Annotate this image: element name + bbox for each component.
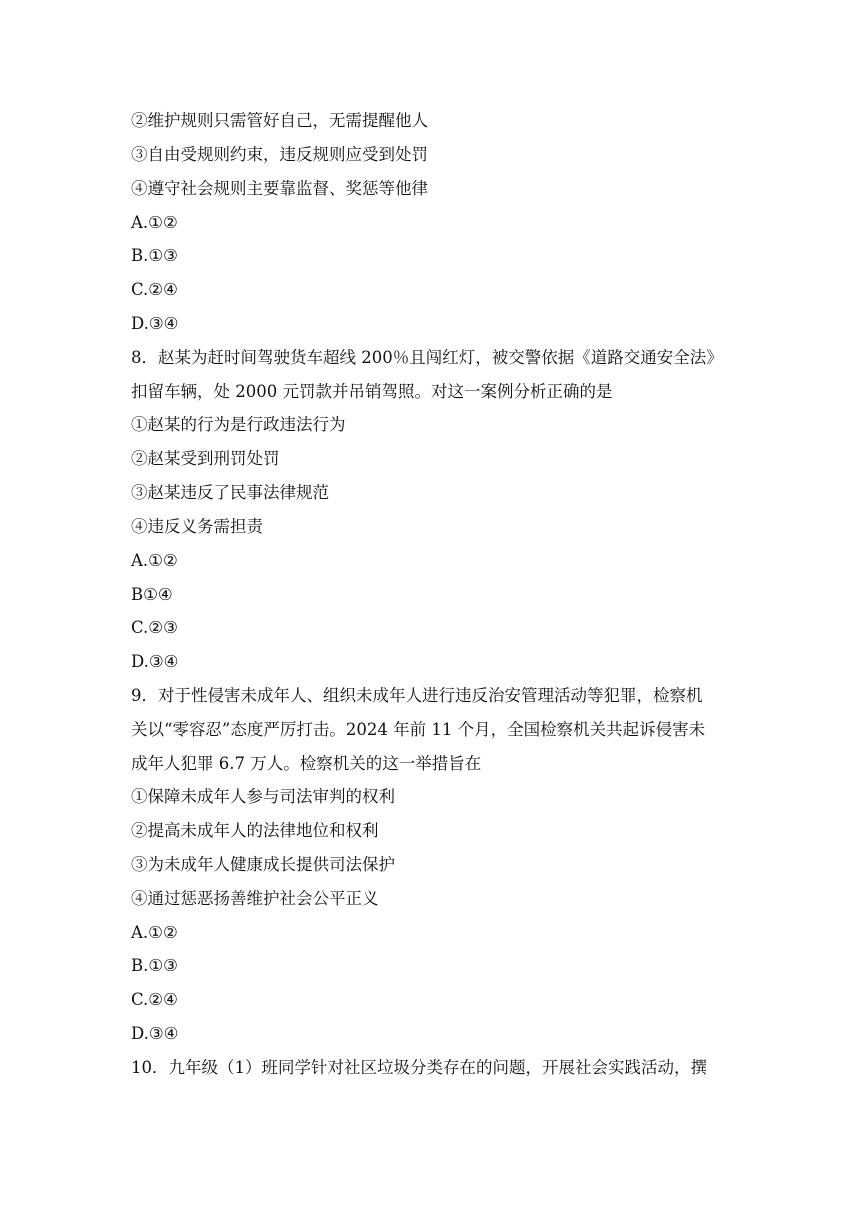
q8-item-2: ②赵某受到刑罚处罚 (131, 449, 280, 468)
q8-option-a: A.①② (131, 551, 178, 570)
q8-option-d: D.③④ (131, 652, 179, 671)
q8-stem-line-1: 8．赵某为赶时间驾驶货车超线 200％且闯红灯，被交警依据《道路交通安全法》 (131, 348, 723, 367)
q9-item-2: ②提高未成年人的法律地位和权利 (131, 821, 379, 840)
q9-item-3: ③为未成年人健康成长提供司法保护 (131, 855, 395, 874)
q8-item-4: ④违反义务需担责 (131, 517, 263, 536)
q9-item-4: ④通过惩恶扬善维护社会公平正义 (131, 889, 379, 908)
q8-option-b: B①④ (131, 585, 173, 604)
q9-stem-line-1: 9．对于性侵害未成年人、组织未成年人进行违反治安管理活动等犯罪，检察机 (131, 686, 703, 705)
q8-option-c: C.②③ (131, 618, 178, 637)
q9-item-1: ①保障未成年人参与司法审判的权利 (131, 787, 395, 806)
q7-option-c: C.②④ (131, 280, 178, 299)
q9-option-b: B.①③ (131, 956, 178, 975)
q9-option-c: C.②④ (131, 990, 178, 1009)
q7-option-b: B.①③ (131, 246, 178, 265)
q7-item-4: ④遵守社会规则主要靠监督、奖惩等他律 (131, 179, 428, 198)
q7-option-a: A.①② (131, 213, 178, 232)
q9-stem-line-2: 关以“零容忍”态度严厉打击。2024 年前 11 个月，全国检察机关共起诉侵害未 (131, 720, 706, 739)
q8-item-3: ③赵某违反了民事法律规范 (131, 483, 329, 502)
q8-item-1: ①赵某的行为是行政违法行为 (131, 415, 346, 434)
q9-option-d: D.③④ (131, 1024, 179, 1043)
q10-stem-line-1: 10．九年级（1）班同学针对社区垃圾分类存在的问题，开展社会实践活动，撰 (131, 1058, 707, 1077)
q9-option-a: A.①② (131, 923, 178, 942)
q8-stem-line-2: 扣留车辆，处 2000 元罚款并吊销驾照。对这一案例分析正确的是 (131, 382, 613, 401)
q9-stem-line-3: 成年人犯罪 6.7 万人。检察机关的这一举措旨在 (131, 754, 482, 773)
q7-item-3: ③自由受规则约束，违反规则应受到处罚 (131, 145, 428, 164)
q7-option-d: D.③④ (131, 314, 179, 333)
q7-item-2: ②维护规则只需管好自己，无需提醒他人 (131, 111, 428, 130)
